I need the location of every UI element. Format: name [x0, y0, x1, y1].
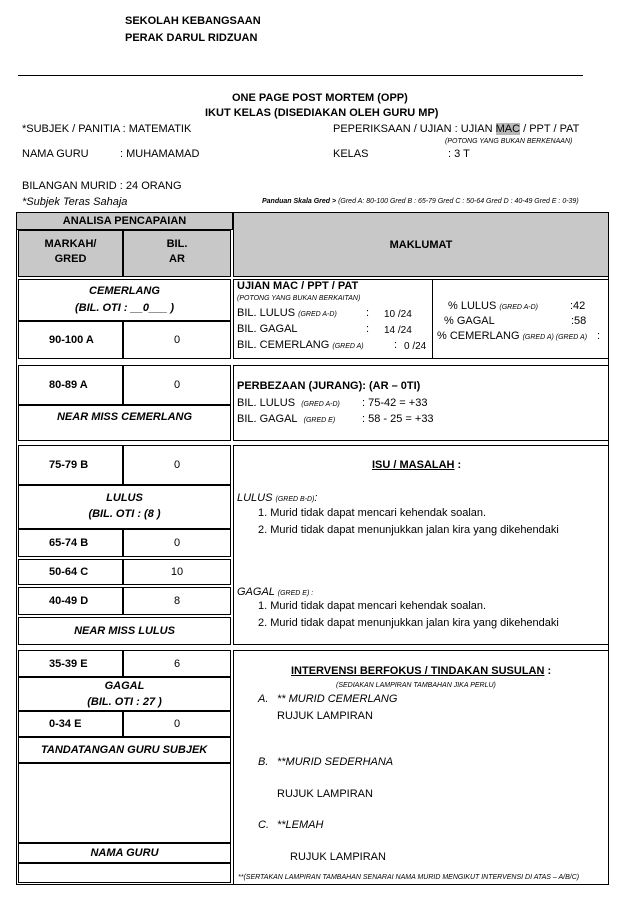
ujian-lulus-row — [237, 307, 337, 319]
grade-cell: 50-64 C — [18, 559, 123, 585]
perbezaan-lulus-row — [237, 397, 340, 409]
panduan-label: Panduan Skala Gred > — [262, 198, 337, 205]
intervensi-sub: (SEDIAKAN LAMPIRAN TAMBAHAN JIKA PERLU) — [336, 682, 496, 689]
isu-gagal-small: (GRED E) : — [277, 590, 314, 597]
school-state: PERAK DARUL RIDZUAN — [125, 32, 258, 44]
perbezaan-lulus-value: : 75-42 = +33 — [362, 397, 428, 409]
ujian-cem-small: (GRED A) — [332, 343, 364, 350]
maklumat-header: MAKLUMAT — [233, 212, 609, 277]
panduan-text: (Gred A: 80-100 Gred B : 65-79 Gred C : 50-64 Gred D : 40-49 Gred E : 0-39) — [338, 198, 579, 205]
intervensi-b-text: **MURID SEDERHANA — [277, 756, 394, 768]
ujian-cem-label: BIL. CEMERLANG — [237, 339, 330, 351]
perbezaan-gagal-small: (GRED E) — [303, 417, 336, 424]
perbezaan-lulus-label: BIL. LULUS — [237, 397, 296, 409]
nama-guru-footer: NAMA GURU — [18, 843, 231, 863]
kelas-value: : 3 T — [448, 148, 470, 160]
ujian-colon: : — [366, 307, 370, 319]
doc-subtitle: IKUT KELAS (DISEDIAKAN OLEH GURU MP) — [205, 107, 439, 119]
school-name: SEKOLAH KEBANGSAAN — [125, 15, 261, 27]
pct-cem-row — [437, 330, 587, 342]
ujian-divider — [432, 279, 433, 359]
intervensi-c-rujuk: RUJUK LAMPIRAN — [290, 851, 386, 863]
intervensi-c-label: C. — [258, 819, 269, 831]
nama-guru-value: : MUHAMAMAD — [120, 148, 200, 160]
markah-gred-header — [18, 230, 123, 277]
analisa-header: ANALISA PENCAPAIAN — [16, 212, 233, 230]
intervensi-a-label: A. — [258, 693, 269, 705]
intervensi-title-row — [291, 665, 551, 677]
pct-gagal-label: % GAGAL — [444, 315, 495, 327]
list-item: 1. Murid tidak dapat mencari kehendak soalan. — [258, 600, 487, 612]
perbezaan-gagal-value: : 58 - 25 = +33 — [362, 413, 434, 425]
list-item: 2. Murid tidak dapat menunjukkan jalan kira yang dikehendaki — [258, 524, 559, 536]
isu-gagal-list — [258, 600, 559, 629]
count-cell: 10 — [123, 559, 231, 585]
intervensi-c-text: **LEMAH — [277, 819, 324, 831]
kelas-label: KELAS — [333, 148, 369, 160]
intervensi-b-rujuk: RUJUK LAMPIRAN — [277, 788, 373, 800]
list-item: 1. Murid tidak dapat mencari kehendak soalan. — [258, 507, 487, 519]
subjek-field: *SUBJEK / PANITIA : MATEMATIK — [22, 123, 192, 135]
isu-lulus-label: LULUS — [237, 492, 273, 504]
isu-colon: : — [454, 459, 462, 471]
tandatangan-guru-subjek: TANDATANGAN GURU SUBJEK — [18, 737, 231, 763]
gagal-oti: (BIL. OTI : 27 ) — [87, 696, 162, 708]
potong-note: (POTONG YANG BUKAN BERKENAAN) — [445, 138, 573, 145]
isu-title-row — [372, 459, 461, 471]
grade-cell: 90-100 A — [18, 321, 123, 359]
grade-cell: 80-89 A — [18, 365, 123, 405]
perbezaan-lulus-small: (GRED A-D) — [301, 401, 340, 408]
markah-label: MARKAH/ — [44, 238, 97, 250]
count-cell: 0 — [123, 529, 231, 557]
intervensi-title: INTERVENSI BERFOKUS / TINDAKAN SUSULAN — [291, 665, 545, 677]
nama-guru-blank — [18, 863, 231, 883]
isu-gagal-label: GAGAL — [237, 586, 275, 598]
near-miss-cemerlang: NEAR MISS CEMERLANG — [18, 405, 231, 441]
list-item: 2. Murid tidak dapat menunjukkan jalan kira yang dikehendaki — [258, 617, 559, 629]
intervensi-a-text: ** MURID CEMERLANG — [277, 693, 398, 705]
count-cell: 0 — [123, 711, 231, 737]
lulus-section — [18, 485, 231, 529]
ujian-colon: : — [394, 339, 398, 351]
lulus-label: LULUS — [106, 492, 143, 504]
bilangan-murid: BILANGAN MURID : 24 ORANG — [22, 180, 182, 192]
intervensi-a-rujuk: RUJUK LAMPIRAN — [277, 710, 373, 722]
ujian-gagal-value: 14 /24 — [384, 325, 412, 336]
pct-lulus-row — [448, 300, 538, 312]
cemerlang-section — [18, 279, 231, 321]
grade-cell: 75-79 B — [18, 445, 123, 485]
gred-label: GRED — [54, 253, 87, 265]
isu-title: ISU / MASALAH — [372, 459, 455, 471]
grade-cell: 35-39 E — [18, 650, 123, 677]
perbezaan-gagal-label: BIL. GAGAL — [237, 413, 298, 425]
count-cell: 8 — [123, 587, 231, 615]
ujian-gagal-label: BIL. GAGAL — [237, 323, 298, 335]
ujian-colon: : — [366, 323, 370, 335]
nama-guru-label: NAMA GURU — [22, 148, 89, 160]
perbezaan-gagal-row — [237, 413, 335, 425]
pct-cem-small: (GRED A) (GRED A) — [522, 334, 588, 341]
peperiksaan-highlight: MAC — [495, 123, 521, 135]
header-divider — [18, 75, 583, 76]
ujian-potong: (POTONG YANG BUKAN BERKAITAN) — [237, 295, 361, 302]
isu-gagal-heading — [237, 586, 313, 598]
intervensi-note: **(SERTAKAN LAMPIRAN TAMBAHAN SENARAI NAMA MURID MENGIKUT INTERVENSI DI ATAS – A/B/C) — [238, 874, 580, 881]
signature-area — [18, 763, 231, 843]
grade-cell: 65-74 B — [18, 529, 123, 557]
near-miss-lulus: NEAR MISS LULUS — [18, 617, 231, 645]
ujian-lulus-label: BIL. LULUS — [237, 307, 296, 319]
count-cell: 0 — [123, 365, 231, 405]
ujian-cem-value: 0 /24 — [404, 341, 427, 352]
intervensi-b-label: B. — [258, 756, 269, 768]
ar-label: AR — [169, 253, 185, 265]
cemerlang-label: CEMERLANG — [89, 285, 160, 297]
panduan-skala — [262, 198, 579, 205]
cemerlang-oti: (BIL. OTI : __0___ ) — [74, 302, 175, 314]
grade-cell: 0-34 E — [18, 711, 123, 737]
bil-label: BIL. — [166, 238, 188, 250]
ujian-cem-row — [237, 339, 364, 351]
pct-lulus-label: % LULUS — [448, 300, 497, 312]
pct-lulus-value: :42 — [570, 300, 586, 312]
isu-lulus-small: (GRED B-D) — [275, 496, 315, 503]
count-cell: 6 — [123, 650, 231, 677]
pct-cem-label: % CEMERLANG — [437, 330, 520, 342]
isu-lulus-list — [258, 507, 559, 536]
count-cell: 0 — [123, 445, 231, 485]
lulus-oti: (BIL. OTI : (8 ) — [88, 508, 161, 520]
pct-lulus-small: (GRED A-D) — [499, 304, 538, 311]
bil-ar-header — [123, 230, 231, 277]
ujian-lulus-value: 10 /24 — [384, 309, 412, 320]
isu-lulus-heading — [237, 492, 317, 504]
pct-cem-value: : — [597, 330, 601, 342]
ujian-title: UJIAN MAC / PPT / PAT — [237, 280, 359, 292]
isu-lulus-colon: : — [314, 492, 318, 504]
peperiksaan-pre: PEPERIKSAAN / UJIAN : UJIAN — [333, 123, 496, 135]
gagal-section — [18, 677, 231, 711]
peperiksaan-field — [333, 123, 579, 135]
gagal-label: GAGAL — [104, 680, 145, 692]
perbezaan-title: PERBEZAAN (JURANG): (AR – 0TI) — [237, 380, 421, 392]
count-cell: 0 — [123, 321, 231, 359]
peperiksaan-post: / PPT / PAT — [520, 123, 580, 135]
subjek-teras-note: *Subjek Teras Sahaja — [22, 196, 128, 208]
doc-title: ONE PAGE POST MORTEM (OPP) — [232, 92, 408, 104]
ujian-lulus-small: (GRED A-D) — [298, 311, 337, 318]
grade-cell: 40-49 D — [18, 587, 123, 615]
pct-gagal-value: :58 — [571, 315, 587, 327]
intervensi-colon: : — [544, 665, 552, 677]
